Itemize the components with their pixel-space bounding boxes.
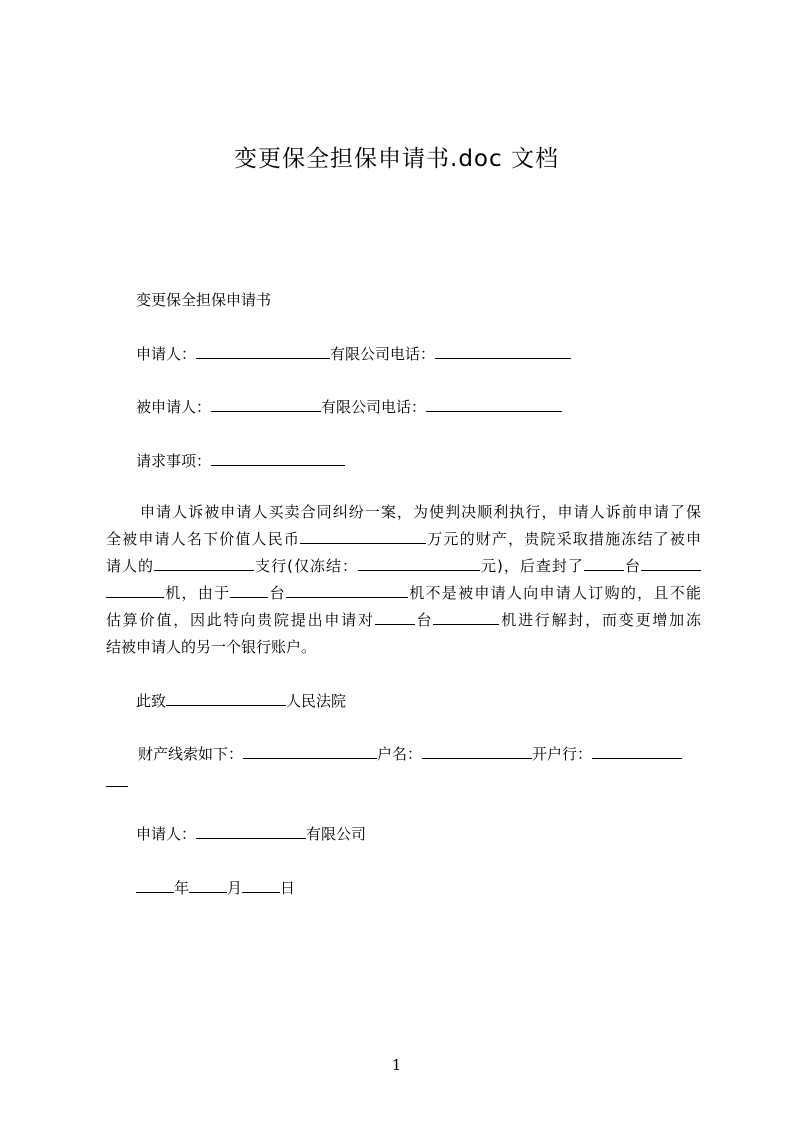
court-prefix: 此致 xyxy=(136,692,167,710)
court-line xyxy=(136,691,346,711)
day-blank xyxy=(242,878,280,893)
respondent-blank xyxy=(211,397,321,412)
year-label: 年 xyxy=(174,879,190,897)
body-line: 估算价值，因此特向贵院提出申请对 台 机进行解封，而变更增加冻 xyxy=(106,611,701,629)
body-line: 申请人诉被申请人买卖合同纠纷一案，为使判决顺利执行，申请人诉前申请了保 xyxy=(140,503,701,521)
clue-label: 财产线索如下： xyxy=(138,745,244,763)
clue-blank xyxy=(243,744,377,759)
court-blank xyxy=(166,691,286,706)
signature-suffix: 有限公司 xyxy=(306,825,367,843)
signature-line xyxy=(136,824,366,844)
request-label: 请求事项： xyxy=(136,452,212,470)
applicant-phone-blank xyxy=(435,344,571,359)
respondent-line xyxy=(136,397,562,417)
respondent-phone-blank xyxy=(426,397,562,412)
document-title: 变更保全担保申请书.doc 文档 xyxy=(234,146,559,172)
body-paragraph xyxy=(106,499,701,661)
respondent-label: 被申请人： xyxy=(136,398,212,416)
applicant-blank xyxy=(196,344,330,359)
request-line xyxy=(136,451,345,471)
month-label: 月 xyxy=(227,879,243,897)
account-name-blank xyxy=(422,744,532,759)
company-phone-label: 有限公司电话： xyxy=(330,345,436,363)
body-line: 机，由于 台 机不是被申请人向申请人订购的，且不能 xyxy=(106,580,701,607)
bank-blank-continued xyxy=(106,772,128,792)
applicant-line xyxy=(136,344,571,364)
body-line: 全被申请人名下价值人民币 万元的财产，贵院采取措施冻结了被申 xyxy=(106,530,701,548)
bank-blank xyxy=(592,744,682,759)
body-line: 请人的 支行(仅冻结： 元)，后查封了 台 xyxy=(106,553,701,580)
request-blank xyxy=(211,451,345,466)
month-blank xyxy=(189,878,227,893)
document-heading: 变更保全担保申请书 xyxy=(136,291,272,309)
body-line: 结被申请人的另一个银行账户。 xyxy=(106,638,317,656)
bank-label: 开户行： xyxy=(532,745,593,763)
signature-blank xyxy=(196,824,306,839)
year-blank xyxy=(136,878,174,893)
applicant-label: 申请人： xyxy=(136,345,197,363)
company-phone-label: 有限公司电话： xyxy=(321,398,427,416)
property-clue-line xyxy=(138,744,682,764)
court-suffix: 人民法院 xyxy=(286,692,347,710)
account-name-label: 户名： xyxy=(377,745,423,763)
applicant-label: 申请人： xyxy=(136,825,197,843)
page-number: 1 xyxy=(391,1056,402,1074)
date-line xyxy=(136,878,295,898)
day-label: 日 xyxy=(280,879,296,897)
